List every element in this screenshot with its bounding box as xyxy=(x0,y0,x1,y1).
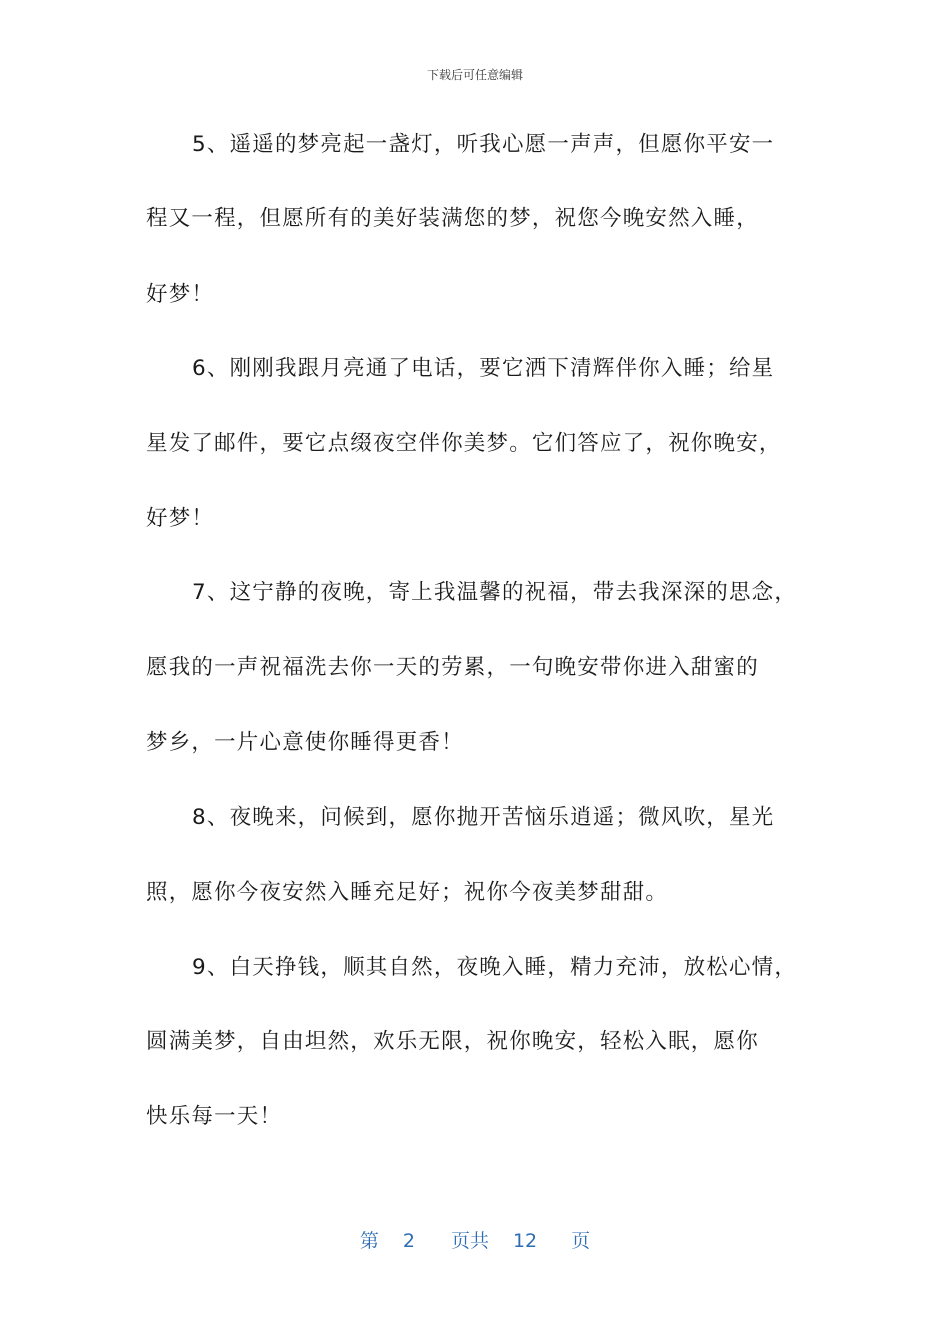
paragraph-9-line-1: 9、白天挣钱，顺其自然，夜晚入睡，精力充沛，放松心情， xyxy=(192,955,798,980)
paragraph-5-line-1: 5、遥遥的梦亮起一盏灯，听我心愿一声声，但愿你平安一 xyxy=(192,132,775,157)
page-footer xyxy=(0,1226,950,1253)
footer-current-page: 2 xyxy=(402,1230,415,1252)
paragraph-7-line-1: 7、这宁静的夜晚，寄上我温馨的祝福，带去我深深的思念， xyxy=(192,580,798,605)
paragraph-9-line-3: 快乐每一天！ xyxy=(146,1104,283,1129)
paragraph-7-line-3: 梦乡，一片心意使你睡得更香！ xyxy=(146,730,464,755)
paragraph-6-line-1: 6、刚刚我跟月亮通了电话，要它洒下清辉伴你入睡；给星 xyxy=(192,356,775,381)
footer-suffix: 页 xyxy=(571,1230,591,1252)
paragraph-5-line-2: 程又一程，但愿所有的美好装满您的梦，祝您今晚安然入睡， xyxy=(146,206,759,231)
paragraph-6-line-3: 好梦！ xyxy=(146,506,215,531)
paragraph-7-line-2: 愿我的一声祝福洗去你一天的劳累，一句晚安带你进入甜蜜的 xyxy=(146,655,759,680)
footer-middle: 页共 xyxy=(450,1230,489,1252)
paragraph-5-line-3: 好梦！ xyxy=(146,282,215,307)
paragraph-8-line-2: 照，愿你今夜安然入睡充足好；祝你今夜美梦甜甜。 xyxy=(146,880,669,905)
page-header: 下载后可任意编辑 xyxy=(426,68,523,82)
paragraph-8-line-1: 8、夜晚来，问候到，愿你抛开苦恼乐逍遥；微风吹，星光 xyxy=(192,805,775,830)
footer-prefix: 第 xyxy=(359,1230,379,1252)
footer-total-pages: 12 xyxy=(512,1230,538,1252)
paragraph-6-line-2: 星发了邮件，要它点缀夜空伴你美梦。它们答应了，祝你晚安， xyxy=(146,431,782,456)
paragraph-9-line-2: 圆满美梦，自由坦然，欢乐无限，祝你晚安，轻松入眠，愿你 xyxy=(146,1029,759,1054)
